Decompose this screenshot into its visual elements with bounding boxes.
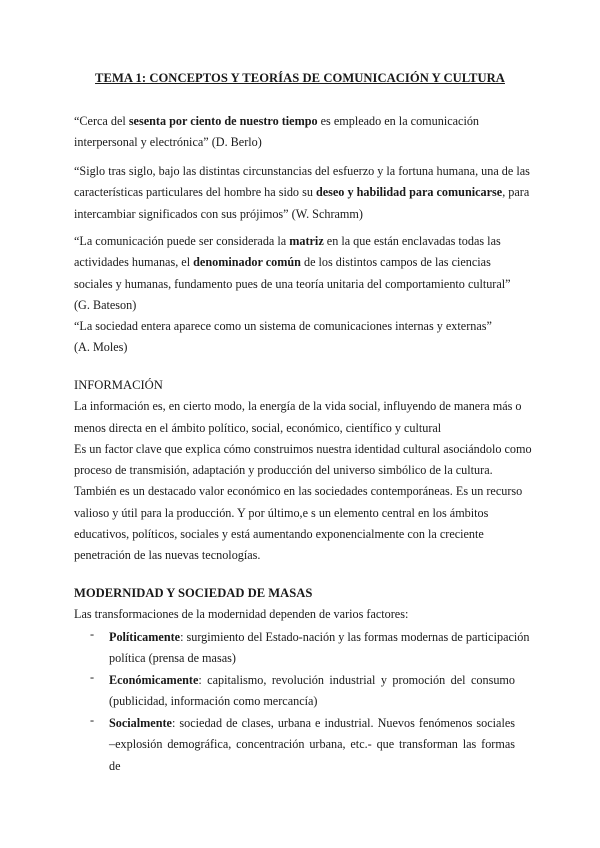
section-heading: INFORMACIÓN — [74, 378, 163, 392]
paragraph-line: Es un factor clave que explica cómo construimos nuestra identidad cultural asociándolo como — [74, 441, 532, 456]
quote-line: actividades humanas, el denominador común de los distintos campos de las ciencias — [74, 255, 491, 270]
bullet-label: Políticamente — [109, 630, 181, 644]
paragraph-line: La información es, en cierto modo, la energía de la vida social, influyendo de manera más o — [74, 399, 522, 414]
paragraph-line: educativos, políticos, sociales y está aumentando exponencialmente con la creciente — [74, 527, 484, 542]
emphasis: deseo y habilidad para comunicarse — [315, 185, 503, 200]
list-item: Políticamente: surgimiento del Estado-nación y las formas modernas de participación política (prensa de masas) — [109, 630, 530, 666]
bullet-dash: - — [90, 713, 95, 727]
quote-berlo — [74, 111, 526, 154]
section-informacion — [74, 375, 532, 567]
section-heading: MODERNIDAD Y SOCIEDAD DE MASAS — [74, 586, 313, 600]
paragraph-line: penetración de las nuevas tecnologías. — [74, 548, 261, 563]
quote-line: (A. Moles) — [74, 340, 128, 355]
bullet-dash: - — [90, 627, 95, 641]
quote-line: “Siglo tras siglo, bajo las distintas circunstancias del esfuerzo y la fortuna humana, una de las — [74, 164, 530, 178]
quote-line: (G. Bateson) — [74, 297, 137, 312]
paragraph-line: valioso y útil para la producción. Y por último,e s un elemento central en los ámbitos — [74, 505, 489, 520]
document-title: TEMA 1: CONCEPTOS Y TEORÍAS DE COMUNICACIÓN Y CULTURA — [95, 71, 505, 85]
paragraph-line: También es un destacado valor económico en las sociedades contemporáneas. Es un recurso — [74, 484, 523, 499]
bullet-label: Económicamente — [109, 673, 199, 687]
quote-line: “Cerca del sesenta por ciento de nuestro tiempo es empleado en la comunicación — [74, 114, 480, 128]
quote-line: “La comunicación puede ser considerada la matriz en la que están enclavadas todas las — [74, 234, 501, 248]
list-item: Socialmente: sociedad de clases, urbana e industrial. Nuevos fenómenos sociales –explosión demográfica, concentración urbana, etc.- que transforman las formas de — [109, 716, 515, 773]
emphasis: sesenta por ciento de nuestro tiempo — [128, 114, 318, 128]
quote-schramm — [74, 161, 530, 225]
quote-bateson — [74, 231, 526, 359]
emphasis: denominador común — [193, 255, 301, 270]
quote-line: interpersonal y electrónica” (D. Berlo) — [74, 135, 262, 150]
bullet-label: Socialmente — [109, 716, 172, 730]
quote-line: “La sociedad entera aparece como un sistema de comunicaciones internas y externas” — [74, 319, 492, 334]
quote-line: intercambiar significados con sus prójimos” (W. Schramm) — [74, 206, 363, 221]
bullet-dash: - — [90, 670, 95, 684]
intro-line: Las transformaciones de la modernidad dependen de varios factores: — [74, 607, 409, 622]
quote-line: características particulares del hombre ha sido su deseo y habilidad para comunicarse, para — [74, 185, 530, 200]
paragraph-line: menos directa en el ámbito político, social, económico, científico y cultural — [74, 420, 442, 435]
paragraph-line: proceso de transmisión, adaptación y producción del universo simbólico de la cultura. — [74, 463, 493, 478]
emphasis: matriz — [289, 234, 324, 248]
quote-line: sociales y humanas, fundamento pues de una teoría unitaria del comportamiento cultural” — [74, 276, 511, 291]
section-modernidad — [74, 583, 526, 626]
list-item: Económicamente: capitalismo, revolución industrial y promoción del consumo (publicidad, información como mercancía) — [109, 673, 515, 709]
